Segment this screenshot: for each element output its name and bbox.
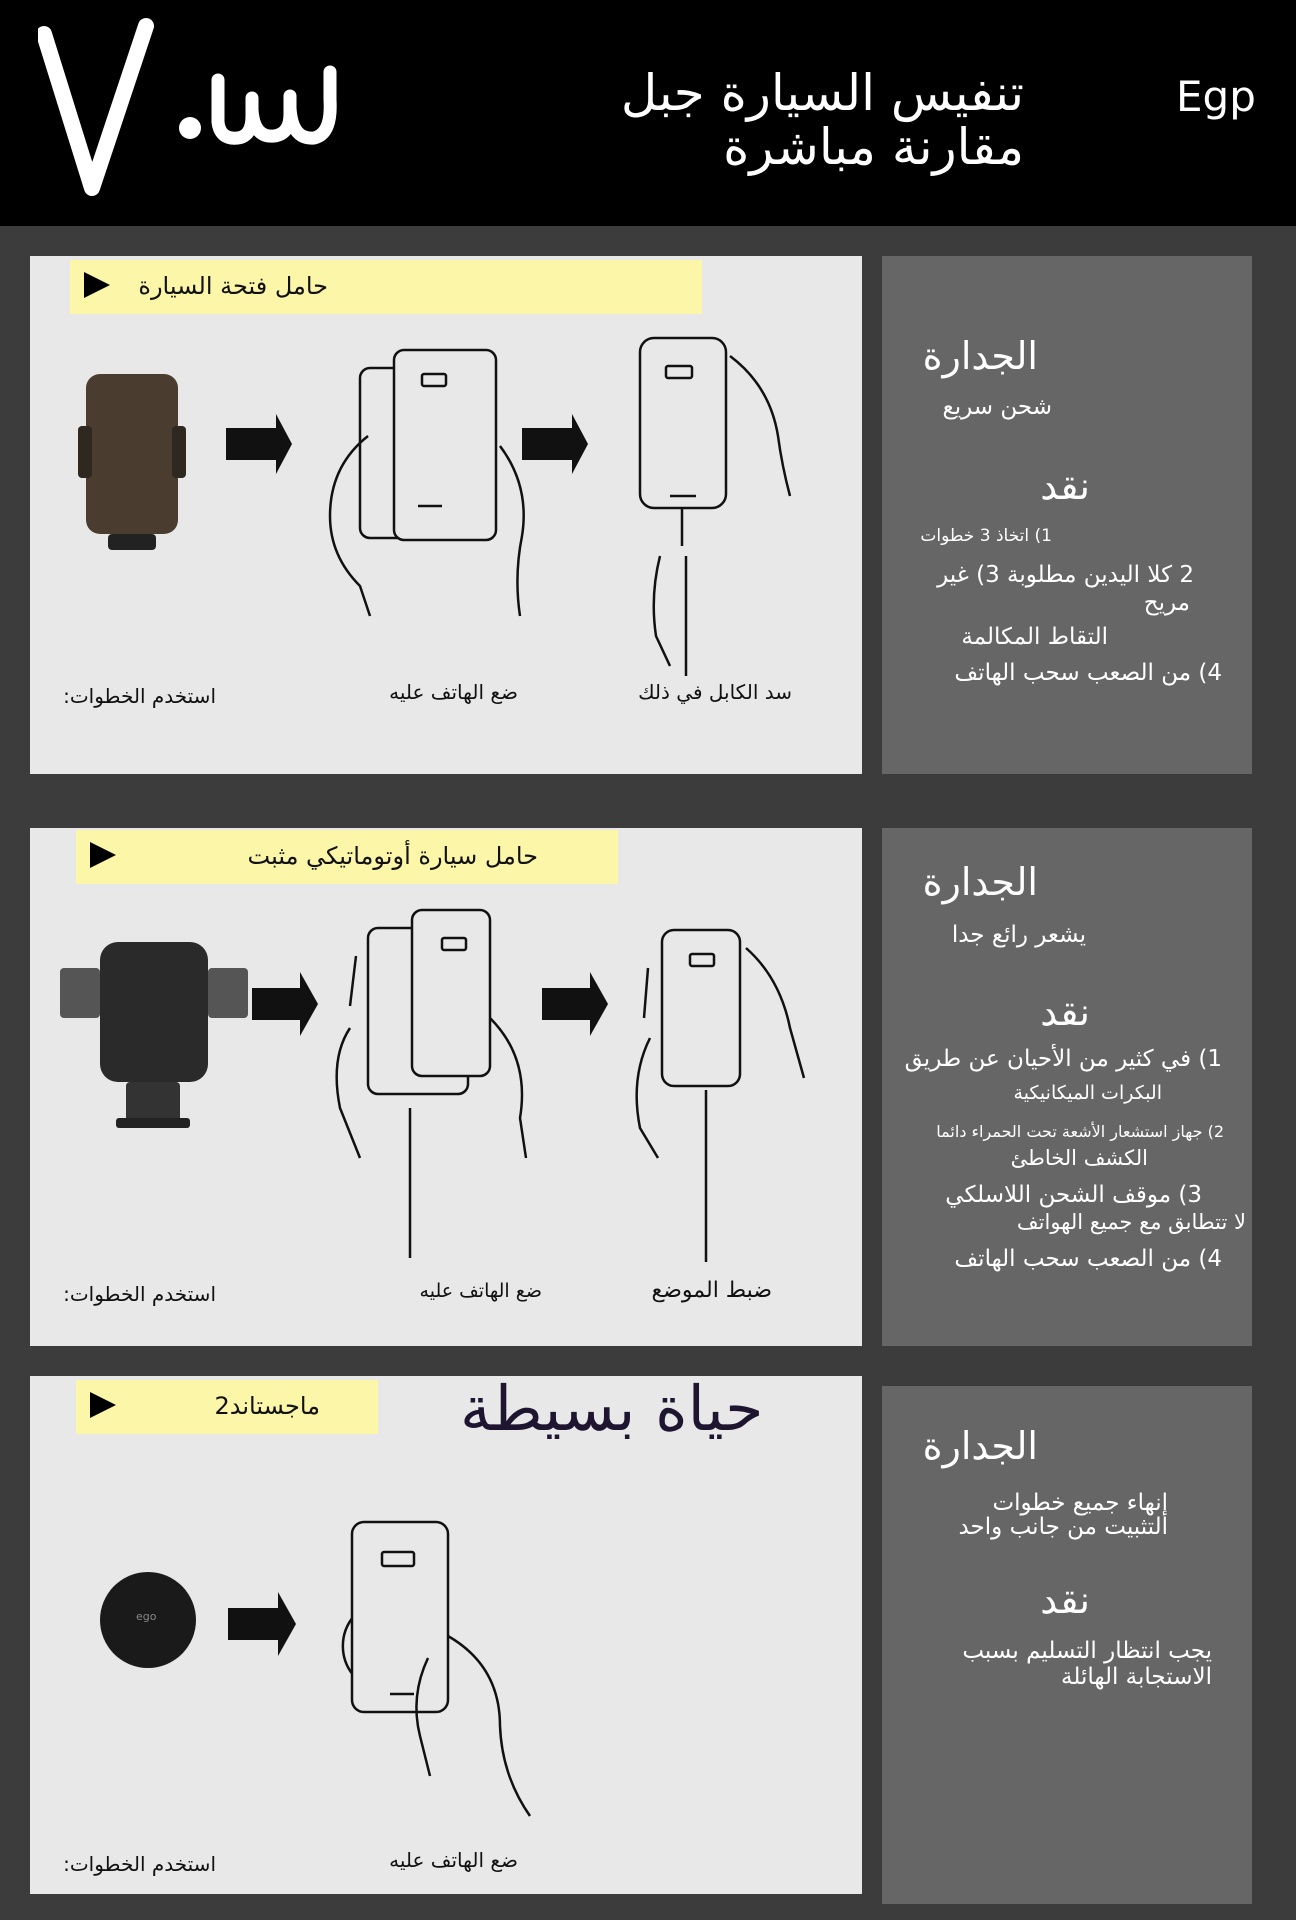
play-icon xyxy=(90,842,116,868)
critique-line: مريح xyxy=(1143,590,1190,616)
merit-text: يشعر رائع جدا xyxy=(951,922,1086,948)
critique-line: 1) اتخاذ 3 خطوات xyxy=(920,526,1052,546)
step-label-use: استخدم الخطوات: xyxy=(63,684,216,708)
panel-label-auto xyxy=(76,830,618,884)
critique-line: لا تتطابق مع جميع الهواتف xyxy=(1016,1210,1246,1234)
arrow-icon xyxy=(226,414,292,474)
arrow-icon xyxy=(252,972,318,1036)
critique-line: التقاط المكالمة xyxy=(961,624,1108,650)
panel-vent-holder xyxy=(30,256,862,774)
step-label-place: ضع الهاتف عليه xyxy=(389,1848,518,1872)
slogan: حياة بسيطة xyxy=(460,1372,764,1445)
panel-label-vent xyxy=(70,260,702,314)
panel-label-magstand xyxy=(76,1380,378,1434)
title-line-2: مقارنة مباشرة xyxy=(723,118,1024,176)
vent-holder-device xyxy=(78,374,186,550)
critique-heading: نقد xyxy=(1040,1578,1090,1622)
title-line-1: تنفيس السيارة جبل xyxy=(620,64,1024,122)
arrow-icon xyxy=(542,972,608,1036)
critique-line: 1) في كثير من الأحيان عن طريق xyxy=(904,1046,1222,1072)
step-label-cable: سد الكابل في ذلك xyxy=(638,680,792,704)
magstand-illustration xyxy=(30,1376,862,1894)
critique-line: 3) موقف الشحن اللاسلكي xyxy=(945,1182,1202,1208)
page-title xyxy=(424,66,1024,174)
panel-auto-holder xyxy=(30,828,862,1346)
auto-holder-illustration xyxy=(30,828,862,1346)
merit-heading: الجدارة xyxy=(922,860,1038,904)
arrow-icon xyxy=(522,414,588,474)
auto-holder-device xyxy=(60,942,248,1128)
critique-heading: نقد xyxy=(1040,464,1090,508)
critique-line: 4) من الصعب سحب الهاتف xyxy=(954,1246,1222,1272)
panel-label-text: حامل فتحة السيارة xyxy=(138,272,328,300)
panel-label-text: حامل سيارة أوتوماتيكي مثبت xyxy=(247,842,538,870)
merit-heading: الجدارة xyxy=(922,334,1038,378)
critique-heading: نقد xyxy=(1040,990,1090,1034)
arrow-icon xyxy=(228,1592,296,1656)
step-label-use: استخدم الخطوات: xyxy=(63,1852,216,1876)
merit-heading: الجدارة xyxy=(922,1424,1038,1468)
panel-label-text: ماجستاند2 xyxy=(214,1392,320,1420)
critique-line: يجب انتظار التسليم بسبب xyxy=(962,1638,1212,1664)
side-panel-magstand xyxy=(882,1386,1252,1904)
logo-mark xyxy=(38,10,338,210)
critique-line: 2) جهاز استشعار الأشعة تحت الحمراء دائما xyxy=(936,1122,1224,1141)
step-label-place: ضع الهاتف عليه xyxy=(419,1280,542,1302)
play-icon xyxy=(84,272,110,298)
critique-line: 2 كلا اليدين مطلوبة 3) غير xyxy=(937,562,1194,588)
step-label-place: ضع الهاتف عليه xyxy=(389,680,518,704)
step-label-adjust: ضبط الموضع xyxy=(651,1278,772,1303)
merit-text: شحن سريع xyxy=(942,394,1052,420)
critique-line: الاستجابة الهائلة xyxy=(1061,1664,1212,1690)
side-panel-vent xyxy=(882,256,1252,774)
play-icon xyxy=(90,1392,116,1418)
critique-line: البكرات الميكانيكية xyxy=(1013,1082,1162,1104)
side-panel-auto xyxy=(882,828,1252,1346)
critique-line: 4) من الصعب سحب الهاتف xyxy=(954,660,1222,686)
step-label-use: استخدم الخطوات: xyxy=(63,1282,216,1306)
magnet-logo: ego xyxy=(136,1610,157,1623)
header-banner xyxy=(0,0,1296,226)
panel-magstand xyxy=(30,1376,862,1894)
brand-name: Egp xyxy=(1176,72,1256,121)
merit-text-line-2: التثبيت من جانب واحد xyxy=(958,1514,1168,1540)
merit-text-line-1: إنهاء جميع خطوات xyxy=(992,1490,1168,1516)
critique-line: الكشف الخاطئ xyxy=(1010,1146,1148,1170)
